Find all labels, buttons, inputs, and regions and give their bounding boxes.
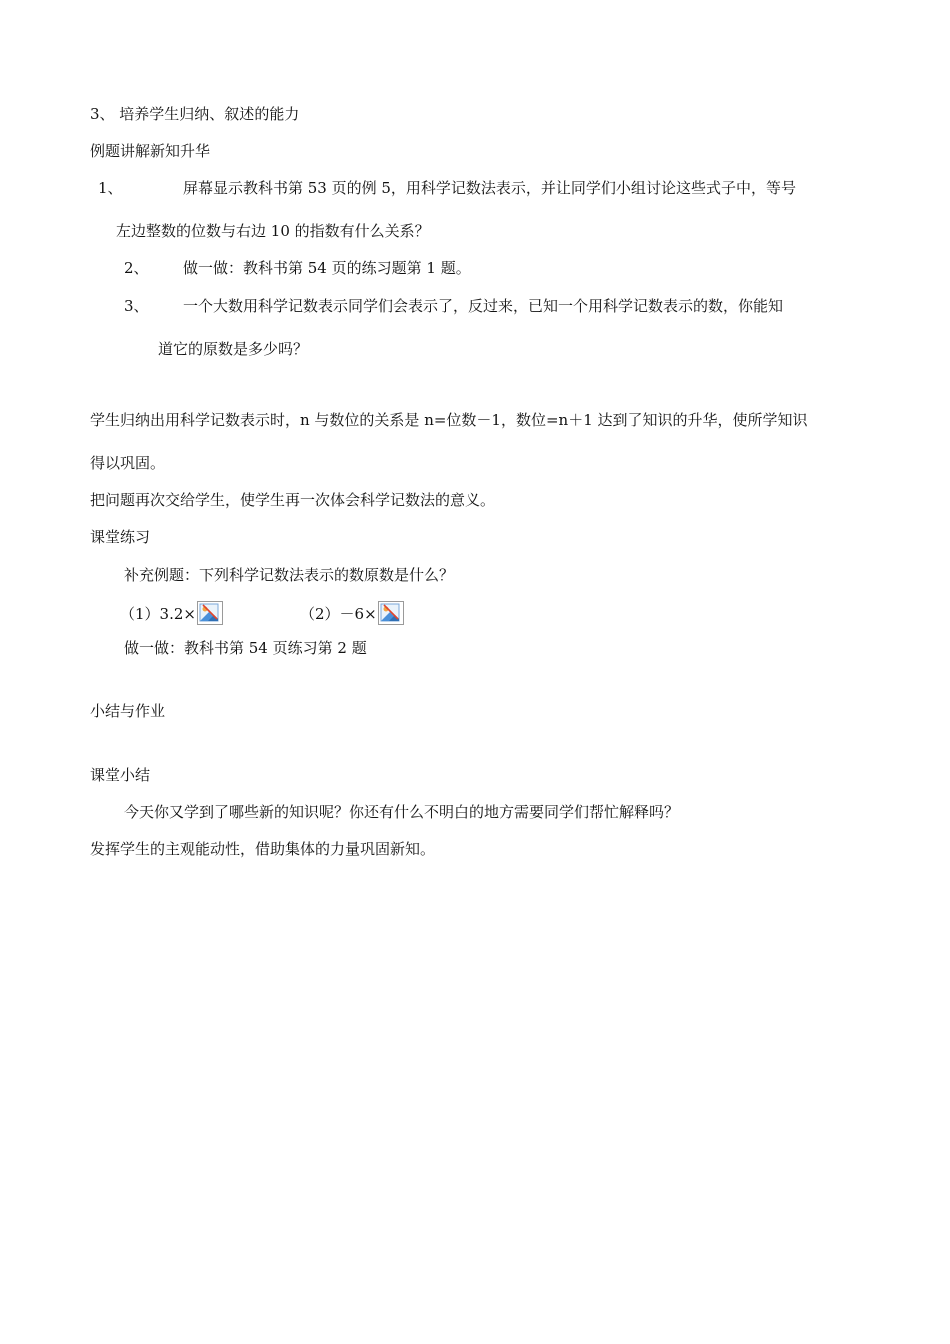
item-1-text: 屏幕显示教科书第 53 页的例 5，用科学记数法表示，并让同学们小组讨论这些式子中，等号 (183, 179, 796, 197)
section-heading-wrap-up: 小结与作业 (90, 702, 166, 720)
summary-note: 把问题再次交给学生，使学生再一次体会科学记数法的意义。 (90, 491, 496, 509)
section-heading-examples: 例题讲解新知升华 (90, 142, 211, 160)
section-heading-practice: 课堂练习 (90, 528, 151, 546)
section-heading-class-summary: 课堂小结 (90, 766, 151, 784)
summary-paragraph: 学生归纳出用科学记数表示时，n 与数位的关系是 n=位数－1，数位=n＋1 达到了知识的升华，使所学知识 (90, 411, 808, 429)
item-1-number: 1、 (98, 179, 123, 197)
item-3-continuation: 道它的原数是多少吗？ (158, 340, 309, 358)
item-3-number: 3、 (124, 297, 149, 315)
item-2-number: 2、 (124, 259, 149, 277)
practice-question-2 (300, 601, 404, 625)
objective-3: 3、 培养学生归纳、叙述的能力 (90, 105, 300, 123)
practice-do-it: 做一做：教科书第 54 页练习第 2 题 (124, 639, 367, 657)
item-2-text: 做一做：教科书第 54 页的练习题第 1 题。 (183, 259, 471, 277)
broken-image-icon (378, 601, 404, 625)
practice-intro: 补充例题：下列科学记数法表示的数原数是什么？ (124, 566, 455, 584)
item-1-continuation: 左边整数的位数与右边 10 的指数有什么关系？ (116, 222, 430, 240)
practice-question-1-text: （1）3.2× (120, 605, 196, 623)
item-3-text: 一个大数用科学记数表示同学们会表示了，反过来，已知一个用科学记数表示的数，你能知 (183, 297, 784, 315)
practice-question-2-text: （2）－6× (300, 605, 377, 623)
class-summary-note: 发挥学生的主观能动性，借助集体的力量巩固新知。 (90, 840, 436, 858)
summary-paragraph-continuation: 得以巩固。 (90, 454, 166, 472)
class-summary-text: 今天你又学到了哪些新的知识呢？你还有什么不明白的地方需要同学们帮忙解释吗？ (124, 803, 680, 821)
practice-question-1 (120, 601, 223, 625)
broken-image-icon (197, 601, 223, 625)
